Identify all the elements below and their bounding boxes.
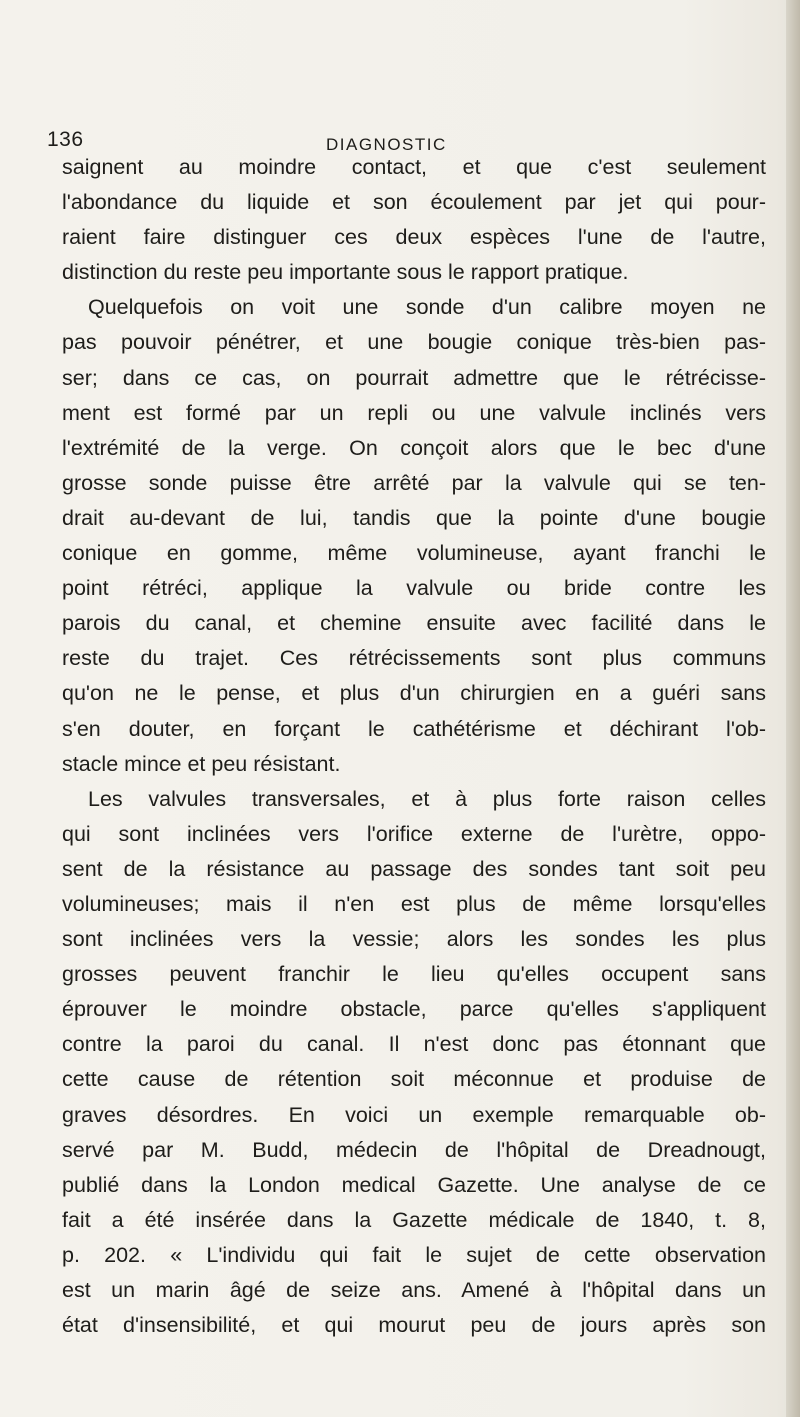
text-line: l'extrémité de la verge. On conçoit alors que le bec d'une: [62, 435, 766, 460]
text-line: état d'insensibilité, et qui mourut peu de jours après son: [62, 1313, 766, 1338]
text-line: cette cause de rétention soit méconnue et produise de: [62, 1067, 766, 1092]
text-line: grosses peuvent franchir le lieu qu'elles occupent sans: [62, 962, 766, 987]
text-line: drait au-devant de lui, tandis que la pointe d'une bougie: [62, 505, 766, 530]
running-head: DIAGNOSTIC: [326, 135, 447, 154]
paragraph-first-line: Quelquefois on voit une sonde d'un calibre moyen ne: [88, 295, 766, 320]
text-line: l'abondance du liquide et son écoulement par jet qui pour-: [62, 190, 766, 215]
text-line: grosse sonde puisse être arrêté par la valvule qui se ten-: [62, 470, 766, 495]
text-line: publié dans la London medical Gazette. Une analyse de ce: [62, 1172, 766, 1197]
text-line: ment est formé par un repli ou une valvule inclinés vers: [62, 400, 766, 425]
text-line: contre la paroi du canal. Il n'est donc pas étonnant que: [62, 1032, 766, 1057]
text-line: point rétréci, applique la valvule ou bride contre les: [62, 576, 766, 601]
text-line: qu'on ne le pense, et plus d'un chirurgien en a guéri sans: [62, 681, 766, 706]
text-line: graves désordres. En voici un exemple remarquable ob-: [62, 1102, 766, 1127]
body-text: [62, 150, 766, 1343]
text-line: distinction du reste peu importante sous le rapport pratique.: [62, 260, 629, 285]
text-line: servé par M. Budd, médecin de l'hôpital de Dreadnougt,: [62, 1137, 766, 1162]
text-line: sont inclinées vers la vessie; alors les sondes les plus: [62, 927, 766, 952]
paragraph-first-line: Les valvules transversales, et à plus forte raison celles: [88, 786, 766, 811]
text-line: saignent au moindre contact, et que c'est seulement: [62, 155, 766, 179]
text-line: parois du canal, et chemine ensuite avec facilité dans le: [62, 611, 766, 636]
text-line: ser; dans ce cas, on pourrait admettre que le rétrécisse-: [62, 365, 766, 390]
text-line: qui sont inclinées vers l'orifice externe de l'urètre, oppo-: [62, 821, 766, 846]
text-line: reste du trajet. Ces rétrécissements sont plus communs: [62, 646, 766, 671]
text-line: sent de la résistance au passage des sondes tant soit peu: [62, 856, 766, 881]
page-edge-shadow: [786, 0, 800, 1417]
text-line: conique en gomme, même volumineuse, ayant franchi le: [62, 541, 766, 566]
text-line: stacle mince et peu résistant.: [62, 751, 341, 776]
text-line: raient faire distinguer ces deux espèces l'une de l'autre,: [62, 225, 766, 250]
text-line: p. 202. « L'individu qui fait le sujet de cette observation: [62, 1242, 766, 1267]
text-line: s'en douter, en forçant le cathétérisme et déchirant l'ob-: [62, 716, 766, 741]
text-line: éprouver le moindre obstacle, parce qu'elles s'appliquent: [62, 997, 766, 1022]
text-line: volumineuses; mais il n'en est plus de même lorsqu'elles: [62, 891, 766, 916]
text-line: est un marin âgé de seize ans. Amené à l'hôpital dans un: [62, 1278, 766, 1302]
page-number: 136: [47, 128, 84, 151]
text-line: pas pouvoir pénétrer, et une bougie conique très-bien pas-: [62, 330, 766, 355]
text-line: fait a été insérée dans la Gazette médicale de 1840, t. 8,: [62, 1207, 766, 1232]
